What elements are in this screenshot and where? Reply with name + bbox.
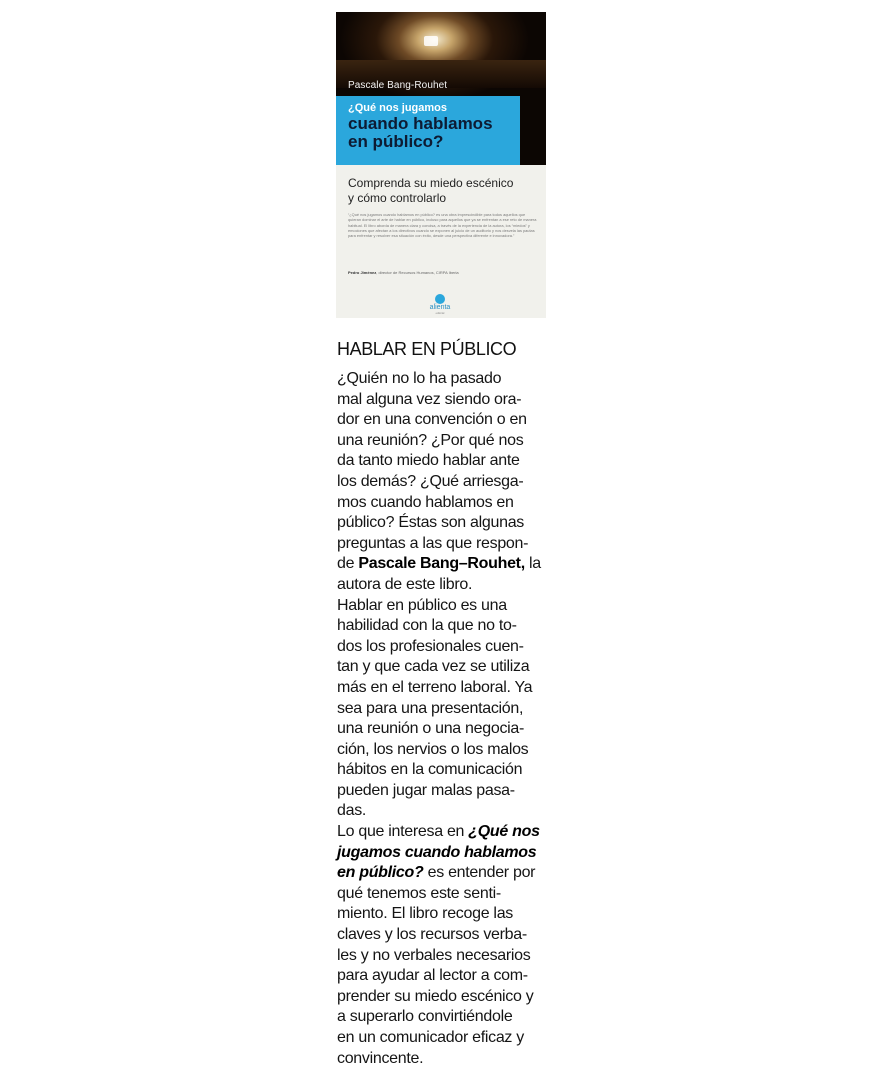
article-line: mos cuando hablamos en: [337, 493, 514, 511]
cover-title-line-3: en público?: [348, 132, 444, 151]
article-line-book: [337, 843, 549, 864]
article-line: una reunión? ¿Por qué nos: [337, 431, 524, 449]
article-line: a superarlo convirtiéndole: [337, 1008, 513, 1026]
book-cover: [336, 12, 546, 318]
article-line: público? Éstas son algunas: [337, 514, 524, 532]
book-line-suffix: es entender por: [423, 864, 536, 882]
article-line: dos los profesionales cuen-: [337, 637, 524, 655]
book-line-prefix: Lo que interesa en: [337, 823, 469, 841]
article-line: ción, los nervios o los malos: [337, 740, 529, 758]
article-line: hábitos en la comunicación: [337, 761, 523, 779]
cover-quote-author: [348, 270, 459, 275]
article-line: da tanto miedo hablar ante: [337, 452, 520, 470]
cover-subtitle-line-1: Comprenda su miedo escénico: [348, 176, 514, 190]
article-line: claves y los recursos verba-: [337, 926, 527, 944]
article-line: das.: [337, 802, 367, 820]
cover-title-line-1: ¿Qué nos jugamos: [348, 102, 448, 114]
article-line: dor en una convención o en: [337, 411, 527, 429]
cover-author: Pascale Bang-Rouhet: [348, 80, 448, 91]
article-line: más en el terreno laboral. Ya: [337, 678, 533, 696]
article-line: les y no verbales necesarios: [337, 946, 531, 964]
article-line-author: [337, 554, 549, 575]
article-line: para ayudar al lector a com-: [337, 967, 528, 985]
article-line: pueden jugar malas pasa-: [337, 781, 515, 799]
article-line: tan y que cada vez se utiliza: [337, 658, 530, 676]
cover-subtitle-line-2: y cómo controlarlo: [348, 191, 447, 205]
book-title-part-3: en público?: [337, 864, 424, 882]
cover-blurb: “¿Qué nos jugamos cuando hablamos en público? es una obra imprescindible para todos aquellos que quieran dominar el arte de hablar en público, incluso para aquellos que ya se enfrentan a ese reto de manera habitual. El libro aborda de manera clara y concisa, a través de la experiencia de la autora, los “miedos” y emociones que afectan a los directivos cuando se exponen al juicio de un auditorio y nos desvela las pautas para enfrentar y resolver esa situación con éxito, desde una perspectiva diferente e innovadora.”: [348, 212, 537, 239]
article-line: preguntas a las que respon-: [337, 534, 529, 552]
cover-subtitle: [348, 176, 538, 206]
article-line: qué tenemos este senti-: [337, 884, 501, 902]
article-line: ¿Quién no lo ha pasado: [337, 370, 502, 387]
publisher-logo-text: alienta: [429, 304, 451, 311]
article-line: miento. El libro recoge las: [337, 905, 513, 923]
publisher-logo-icon: [435, 294, 445, 304]
article-title: HABLAR EN PÚBLICO: [337, 339, 517, 359]
article-line: sea para una presentación,: [337, 699, 524, 717]
publisher-logo: [422, 294, 458, 315]
cover-title-line-2: cuando hablamos: [348, 114, 493, 133]
article-line: autora de este libro.: [337, 575, 473, 593]
article-line: mal alguna vez siendo ora-: [337, 390, 522, 408]
article-line: habilidad con la que no to-: [337, 617, 517, 635]
book-title-part-2: jugamos cuando hablamos: [337, 843, 537, 861]
cover-title-band: [336, 96, 520, 165]
article-line-book: [337, 822, 549, 843]
author-name: Pascale Bang–Rouhet,: [358, 555, 525, 573]
book-title-part-1: ¿Qué nos: [468, 823, 540, 841]
article-line: los demás? ¿Qué arriesga-: [337, 472, 524, 490]
article-line: convincente.: [337, 1049, 424, 1067]
cover-quote-author-role: , director de Recursos Humanos, CIRPA Iberia: [376, 270, 459, 275]
article-line: prender su miedo escénico y: [337, 987, 534, 1005]
article-line-book: [337, 863, 549, 884]
author-line-suffix: la: [524, 555, 541, 573]
cover-spotlight-icon: [424, 36, 438, 46]
article-body: [337, 369, 549, 1069]
article-line: una reunión o una negocia-: [337, 720, 525, 738]
article-line: en un comunicador eficaz y: [337, 1029, 524, 1046]
article-line: Hablar en público es una: [337, 596, 507, 614]
cover-quote-author-name: Pedro Jiménez: [348, 270, 377, 275]
author-line-prefix: de: [337, 555, 359, 573]
publisher-logo-subtext: editorial: [435, 312, 445, 315]
